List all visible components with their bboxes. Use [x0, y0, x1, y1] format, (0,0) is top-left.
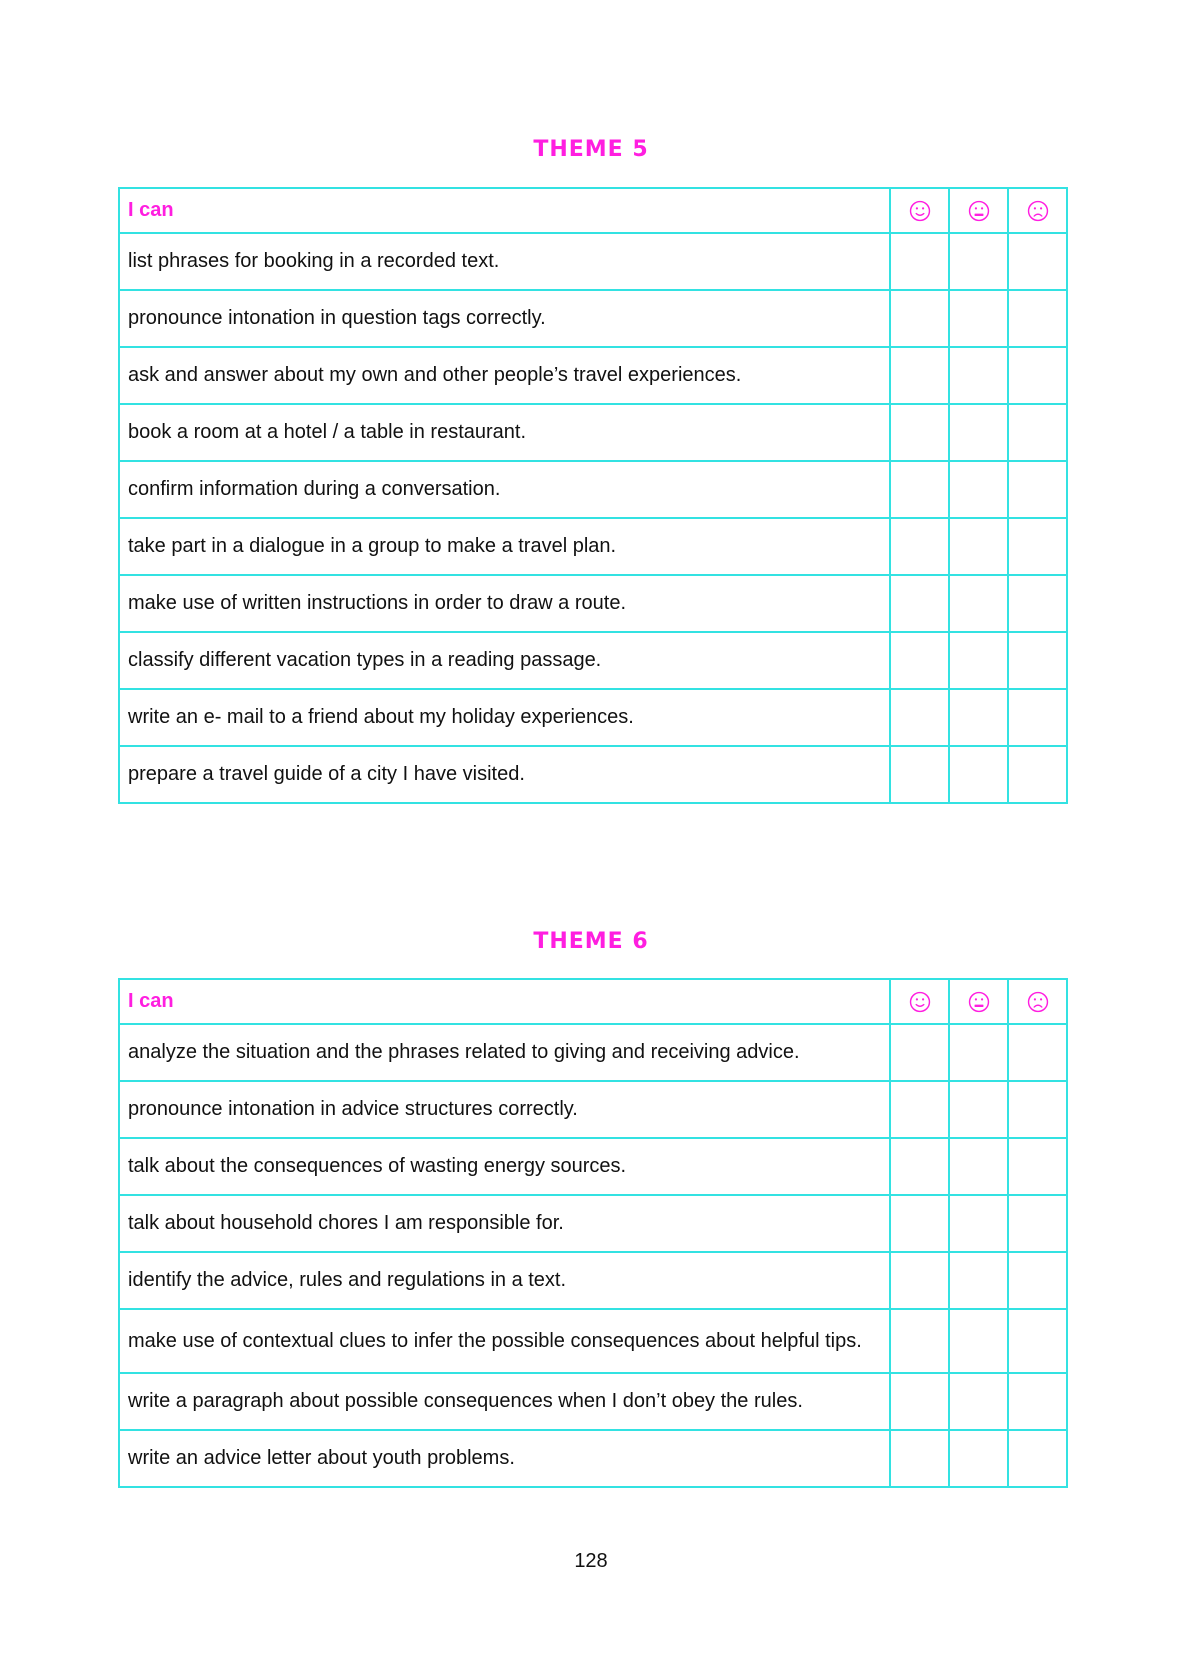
sad-checkbox-cell[interactable]	[1008, 290, 1067, 347]
happy-checkbox-cell[interactable]	[890, 1195, 949, 1252]
sad-checkbox-cell[interactable]	[1008, 404, 1067, 461]
neutral-checkbox-cell[interactable]	[949, 347, 1008, 404]
neutral-checkbox-cell[interactable]	[949, 461, 1008, 518]
neutral-checkbox-cell[interactable]	[949, 1024, 1008, 1081]
sad-checkbox-cell[interactable]	[1008, 1309, 1067, 1373]
happy-column-header	[890, 188, 949, 233]
happy-checkbox-cell[interactable]	[890, 347, 949, 404]
table-row	[119, 461, 1067, 518]
smiley-happy-icon	[899, 991, 940, 1013]
statement-text: write an advice letter about youth problems.	[119, 1430, 890, 1487]
statement-text: classify different vacation types in a reading passage.	[119, 632, 890, 689]
sad-checkbox-cell[interactable]	[1008, 347, 1067, 404]
happy-checkbox-cell[interactable]	[890, 1138, 949, 1195]
sad-checkbox-cell[interactable]	[1008, 1138, 1067, 1195]
sad-checkbox-cell[interactable]	[1008, 689, 1067, 746]
table-row	[119, 1138, 1067, 1195]
smiley-happy-icon	[899, 200, 940, 222]
neutral-checkbox-cell[interactable]	[949, 1081, 1008, 1138]
statement-text: write an e- mail to a friend about my holiday experiences.	[119, 689, 890, 746]
statement-text: analyze the situation and the phrases related to giving and receiving advice.	[119, 1024, 890, 1081]
table-row	[119, 1195, 1067, 1252]
table-row	[119, 1081, 1067, 1138]
happy-checkbox-cell[interactable]	[890, 404, 949, 461]
table-row	[119, 1024, 1067, 1081]
happy-checkbox-cell[interactable]	[890, 632, 949, 689]
table-header-row	[119, 979, 1067, 1024]
table-row	[119, 1430, 1067, 1487]
happy-checkbox-cell[interactable]	[890, 1252, 949, 1309]
happy-checkbox-cell[interactable]	[890, 461, 949, 518]
table-row	[119, 404, 1067, 461]
statement-text: take part in a dialogue in a group to make a travel plan.	[119, 518, 890, 575]
neutral-checkbox-cell[interactable]	[949, 1309, 1008, 1373]
statement-text: make use of written instructions in order to draw a route.	[119, 575, 890, 632]
theme-6-title: THEME 6	[533, 929, 649, 954]
happy-checkbox-cell[interactable]	[890, 1309, 949, 1373]
table-row	[119, 233, 1067, 290]
i-can-header: I can	[119, 188, 890, 233]
neutral-checkbox-cell[interactable]	[949, 290, 1008, 347]
sad-checkbox-cell[interactable]	[1008, 575, 1067, 632]
neutral-checkbox-cell[interactable]	[949, 1195, 1008, 1252]
sad-checkbox-cell[interactable]	[1008, 1373, 1067, 1430]
table-row	[119, 689, 1067, 746]
happy-column-header	[890, 979, 949, 1024]
neutral-column-header	[949, 188, 1008, 233]
table-row	[119, 1252, 1067, 1309]
neutral-checkbox-cell[interactable]	[949, 1430, 1008, 1487]
table-row	[119, 632, 1067, 689]
smiley-sad-icon	[1017, 200, 1058, 222]
statement-text: prepare a travel guide of a city I have visited.	[119, 746, 890, 803]
smiley-sad-icon	[1017, 991, 1058, 1013]
neutral-checkbox-cell[interactable]	[949, 404, 1008, 461]
table-row	[119, 347, 1067, 404]
sad-checkbox-cell[interactable]	[1008, 1195, 1067, 1252]
table-row	[119, 518, 1067, 575]
sad-checkbox-cell[interactable]	[1008, 632, 1067, 689]
happy-checkbox-cell[interactable]	[890, 746, 949, 803]
i-can-header: I can	[119, 979, 890, 1024]
table-row	[119, 1309, 1067, 1373]
statement-text: make use of contextual clues to infer the possible consequences about helpful tips.	[119, 1309, 890, 1373]
happy-checkbox-cell[interactable]	[890, 1373, 949, 1430]
statement-text: identify the advice, rules and regulations in a text.	[119, 1252, 890, 1309]
theme-6-checklist-table	[118, 978, 1068, 1488]
table-row	[119, 1373, 1067, 1430]
sad-checkbox-cell[interactable]	[1008, 1430, 1067, 1487]
table-header-row	[119, 188, 1067, 233]
happy-checkbox-cell[interactable]	[890, 233, 949, 290]
table-row	[119, 575, 1067, 632]
statement-text: confirm information during a conversation.	[119, 461, 890, 518]
statement-text: list phrases for booking in a recorded text.	[119, 233, 890, 290]
sad-checkbox-cell[interactable]	[1008, 1024, 1067, 1081]
statement-text: ask and answer about my own and other people’s travel experiences.	[119, 347, 890, 404]
sad-checkbox-cell[interactable]	[1008, 233, 1067, 290]
table-row	[119, 746, 1067, 803]
statement-text: talk about the consequences of wasting energy sources.	[119, 1138, 890, 1195]
sad-checkbox-cell[interactable]	[1008, 746, 1067, 803]
sad-checkbox-cell[interactable]	[1008, 1252, 1067, 1309]
sad-checkbox-cell[interactable]	[1008, 518, 1067, 575]
statement-text: pronounce intonation in question tags correctly.	[119, 290, 890, 347]
sad-column-header	[1008, 188, 1067, 233]
sad-checkbox-cell[interactable]	[1008, 461, 1067, 518]
statement-text: write a paragraph about possible consequences when I don’t obey the rules.	[119, 1373, 890, 1430]
happy-checkbox-cell[interactable]	[890, 290, 949, 347]
neutral-checkbox-cell[interactable]	[949, 746, 1008, 803]
smiley-neutral-icon	[958, 991, 999, 1013]
happy-checkbox-cell[interactable]	[890, 689, 949, 746]
statement-text: pronounce intonation in advice structures correctly.	[119, 1081, 890, 1138]
happy-checkbox-cell[interactable]	[890, 1024, 949, 1081]
neutral-checkbox-cell[interactable]	[949, 632, 1008, 689]
neutral-column-header	[949, 979, 1008, 1024]
table-row	[119, 290, 1067, 347]
neutral-checkbox-cell[interactable]	[949, 575, 1008, 632]
neutral-checkbox-cell[interactable]	[949, 518, 1008, 575]
sad-column-header	[1008, 979, 1067, 1024]
happy-checkbox-cell[interactable]	[890, 518, 949, 575]
sad-checkbox-cell[interactable]	[1008, 1081, 1067, 1138]
theme-5-title: THEME 5	[533, 137, 649, 162]
theme-5-checklist-table	[118, 187, 1068, 804]
neutral-checkbox-cell[interactable]	[949, 1252, 1008, 1309]
neutral-checkbox-cell[interactable]	[949, 1138, 1008, 1195]
neutral-checkbox-cell[interactable]	[949, 233, 1008, 290]
happy-checkbox-cell[interactable]	[890, 575, 949, 632]
statement-text: book a room at a hotel / a table in restaurant.	[119, 404, 890, 461]
statement-text: talk about household chores I am responsible for.	[119, 1195, 890, 1252]
happy-checkbox-cell[interactable]	[890, 1081, 949, 1138]
neutral-checkbox-cell[interactable]	[949, 689, 1008, 746]
page-number: 128	[574, 1550, 608, 1572]
smiley-neutral-icon	[958, 200, 999, 222]
neutral-checkbox-cell[interactable]	[949, 1373, 1008, 1430]
happy-checkbox-cell[interactable]	[890, 1430, 949, 1487]
